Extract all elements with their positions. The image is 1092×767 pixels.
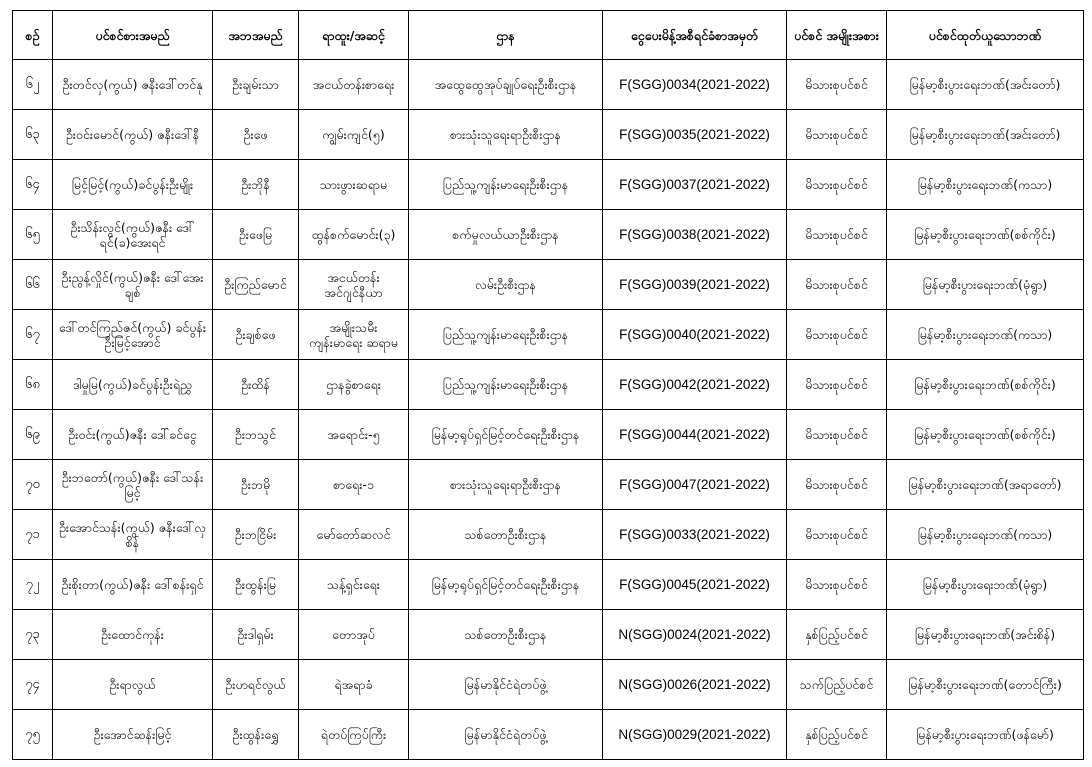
bank: မြန်မာ့စီးပွားရေးဘဏ်(မုံရွာ)	[887, 560, 1084, 610]
table-row	[13, 610, 1084, 660]
header-rank: ရာထူး/အဆင့်	[299, 11, 409, 60]
table-row	[13, 560, 1084, 610]
rank: သားဖွားဆရာမ	[299, 160, 409, 210]
bank: မြန်မာ့စီးပွားရေးဘဏ်(စစ်ကိုင်း)	[887, 360, 1084, 410]
bank: မြန်မာ့စီးပွားရေးဘဏ်(တောင်ကြီး)	[887, 660, 1084, 710]
pension-type: မိသားစုပင်စင်	[787, 360, 887, 410]
row-number: ၆၇	[13, 310, 53, 360]
pensioner-name: ဦးတင်လှ(ကွယ်) ဇနီးဒေါ်တင်နု	[53, 60, 213, 110]
rank: မော်တော်ဆလင်	[299, 510, 409, 560]
department: မြန်မာ့ရုပ်ရှင်မြင့်တင်ရေးဦးစီးဌာန	[409, 410, 603, 460]
pension-type: မိသားစုပင်စင်	[787, 310, 887, 360]
payment-order-no: F(SGG)0038(2021-2022)	[603, 210, 787, 260]
row-number: ၆၃	[13, 110, 53, 160]
row-number: ၆၂	[13, 60, 53, 110]
pension-table	[12, 10, 1084, 760]
pensioner-name: ဦးဘတော်(ကွယ်)ဇနီး ဒေါ်သန်းမြင့်	[53, 460, 213, 510]
pension-type: မိသားစုပင်စင်	[787, 160, 887, 210]
payment-order-no: F(SGG)0035(2021-2022)	[603, 110, 787, 160]
payment-order-no: F(SGG)0042(2021-2022)	[603, 360, 787, 410]
pensioner-name: ဦးအောင်သန်း(ကွယ်) ဇနီးဒေါ်လှစိန်	[53, 510, 213, 560]
pensioner-name: ဦးသိန်းလွင်(ကွယ်)ဇနီး ဒေါ်ရင်(ခ)အေးရင်	[53, 210, 213, 260]
table-row	[13, 110, 1084, 160]
pension-type: မိသားစုပင်စင်	[787, 460, 887, 510]
rank: အငယ်တန်းစာရေး	[299, 60, 409, 110]
father-name: ဦးဒါရှမ်း	[213, 610, 299, 660]
table-row	[13, 410, 1084, 460]
bank: မြန်မာ့စီးပွားရေးဘဏ်(အင်းတော်)	[887, 110, 1084, 160]
rank: အငယ်တန်း အင်ဂျင်နီယာ	[299, 260, 409, 310]
father-name: ဦးထွန်းရွှေ	[213, 710, 299, 760]
department: မြန်မာနိုင်ငံရဲတပ်ဖွဲ့	[409, 660, 603, 710]
department: စားသုံးသူရေးရာဦးစီးဌာန	[409, 460, 603, 510]
department: စက်မှုလယ်ယာဦးစီးဌာန	[409, 210, 603, 260]
bank: မြန်မာ့စီးပွားရေးဘဏ်(အင်းတော်)	[887, 60, 1084, 110]
row-number: ၆၈	[13, 360, 53, 410]
pensioner-name: ဦးညွန့်လှိုင်(ကွယ်)ဇနီး ဒေါ်အေးချစ်	[53, 260, 213, 310]
bank: မြန်မာ့စီးပွားရေးဘဏ်(ဖန်မော်)	[887, 710, 1084, 760]
bank: မြန်မာ့စီးပွားရေးဘဏ်(စစ်ကိုင်း)	[887, 410, 1084, 460]
rank: ရဲတပ်ကြပ်ကြီး	[299, 710, 409, 760]
father-name: ဦးထွန်းမြ	[213, 560, 299, 610]
header-payment-order-no: ငွေပေးမိန့်အစီရင်ခံစာအမှတ်	[603, 11, 787, 60]
header-father-name: အဘအမည်	[213, 11, 299, 60]
department: မြန်မာနိုင်ငံရဲတပ်ဖွဲ့	[409, 710, 603, 760]
pensioner-name: မြင့်မြင့်(ကွယ်)ခင်ပွန်းဦးမျိုး	[53, 160, 213, 210]
department: ပြည်သူ့ကျန်းမာရေးဦးစီးဌာန	[409, 360, 603, 410]
rank: ရဲအရာခံ	[299, 660, 409, 710]
pensioner-name: ဦးဝင်း(ကွယ်)ဇနီး ဒေါ်ခင်ငွေ	[53, 410, 213, 460]
pensioner-name: ဦးရာလွယ်	[53, 660, 213, 710]
payment-order-no: F(SGG)0045(2021-2022)	[603, 560, 787, 610]
row-number: ၆၉	[13, 410, 53, 460]
payment-order-no: N(SGG)0026(2021-2022)	[603, 660, 787, 710]
payment-order-no: F(SGG)0047(2021-2022)	[603, 460, 787, 510]
pensioner-name: ဒေါ်တင်ကြည်ဇင်(ကွယ်) ခင်ပွန်းဦးမြင့်အောင်	[53, 310, 213, 360]
father-name: ဦးဘသွင်	[213, 410, 299, 460]
father-name: ဦးဘငြိမ်း	[213, 510, 299, 560]
payment-order-no: N(SGG)0024(2021-2022)	[603, 610, 787, 660]
table-row	[13, 660, 1084, 710]
header-department: ဌာန	[409, 11, 603, 60]
father-name: ဦးဖေ	[213, 110, 299, 160]
rank: စာရေး-၁	[299, 460, 409, 510]
row-number: ၆၄	[13, 160, 53, 210]
header-no: စဉ်	[13, 11, 53, 60]
row-number: ၇၅	[13, 710, 53, 760]
table-row	[13, 460, 1084, 510]
row-number: ၆၅	[13, 210, 53, 260]
pension-table-container	[12, 10, 1083, 760]
rank: သန့်ရှင်းရေး	[299, 560, 409, 610]
row-number: ၇၀	[13, 460, 53, 510]
rank: ဌာနခွဲစာရေး	[299, 360, 409, 410]
pension-type: မိသားစုပင်စင်	[787, 260, 887, 310]
pensioner-name: ဦးဝင်းမောင်(ကွယ်) ဇနီးဒေါ်နီ	[53, 110, 213, 160]
pensioner-name: ဦးအောင်ဆန်းမြင့်	[53, 710, 213, 760]
table-row	[13, 60, 1084, 110]
payment-order-no: F(SGG)0037(2021-2022)	[603, 160, 787, 210]
bank: မြန်မာ့စီးပွားရေးဘဏ်(စစ်ကိုင်း)	[887, 210, 1084, 260]
department: မြန်မာ့ရုပ်ရှင်မြင့်တင်ရေးဦးစီးဌာန	[409, 560, 603, 610]
table-row	[13, 360, 1084, 410]
rank: တောအုပ်	[299, 610, 409, 660]
pension-type: မိသားစုပင်စင်	[787, 510, 887, 560]
pension-type: နှစ်ပြည့်ပင်စင်	[787, 610, 887, 660]
rank: အမျိုးသမီး ကျန်းမာရေး ဆရာမ	[299, 310, 409, 360]
pension-type: မိသားစုပင်စင်	[787, 410, 887, 460]
payment-order-no: F(SGG)0040(2021-2022)	[603, 310, 787, 360]
department: စားသုံးသူရေးရာဦးစီးဌာန	[409, 110, 603, 160]
row-number: ၆၆	[13, 260, 53, 310]
department: လမ်းဦးစီးဌာန	[409, 260, 603, 310]
father-name: ဦးဘိုနီ	[213, 160, 299, 210]
payment-order-no: F(SGG)0034(2021-2022)	[603, 60, 787, 110]
bank: မြန်မာ့စီးပွားရေးဘဏ်(ကသာ)	[887, 160, 1084, 210]
pensioner-name: ဦးထောင်ကုန်း	[53, 610, 213, 660]
father-name: ဦးချစ်ဖေ	[213, 310, 299, 360]
table-row	[13, 310, 1084, 360]
header-pensioner-name: ပင်စင်စားအမည်	[53, 11, 213, 60]
bank: မြန်မာ့စီးပွားရေးဘဏ်(အင်းစိန်)	[887, 610, 1084, 660]
pensioner-name: ဒါမှုမြ(ကွယ်)ခင်ပွန်းဦးရဲညွှ	[53, 360, 213, 410]
table-row	[13, 710, 1084, 760]
pensioner-name: ဦးစိုးတာ(ကွယ်)ဇနီး ဒေါ်စန်းရှင်	[53, 560, 213, 610]
row-number: ၇၂	[13, 560, 53, 610]
pension-type: နှစ်ပြည့်ပင်စင်	[787, 710, 887, 760]
father-name: ဦးဘမို	[213, 460, 299, 510]
father-name: ဦးဟရင်လွယ်	[213, 660, 299, 710]
bank: မြန်မာ့စီးပွားရေးဘဏ်(ကသာ)	[887, 310, 1084, 360]
table-row	[13, 510, 1084, 560]
bank: မြန်မာ့စီးပွားရေးဘဏ်(အရာတော်)	[887, 460, 1084, 510]
rank: ထွန်စက်မောင်း(၃)	[299, 210, 409, 260]
department: အထွေထွေအုပ်ချုပ်ရေးဦးစီးဌာန	[409, 60, 603, 110]
department: သစ်တောဦးစီးဌာန	[409, 610, 603, 660]
payment-order-no: F(SGG)0039(2021-2022)	[603, 260, 787, 310]
table-row	[13, 260, 1084, 310]
father-name: ဦးချမ်းသာ	[213, 60, 299, 110]
table-row	[13, 210, 1084, 260]
bank: မြန်မာ့စီးပွားရေးဘဏ်(ကသာ)	[887, 510, 1084, 560]
rank: အရောင်း-၅	[299, 410, 409, 460]
payment-order-no: F(SGG)0044(2021-2022)	[603, 410, 787, 460]
father-name: ဦးဖေမြ	[213, 210, 299, 260]
department: သစ်တောဦးစီးဌာန	[409, 510, 603, 560]
pension-type: သက်ပြည့်ပင်စင်	[787, 660, 887, 710]
father-name: ဦးထိန်	[213, 360, 299, 410]
table-row	[13, 160, 1084, 210]
payment-order-no: N(SGG)0029(2021-2022)	[603, 710, 787, 760]
department: ပြည်သူ့ကျန်းမာရေးဦးစီးဌာန	[409, 310, 603, 360]
pension-type: မိသားစုပင်စင်	[787, 110, 887, 160]
header-row	[13, 11, 1084, 60]
department: ပြည်သူ့ကျန်းမာရေးဦးစီးဌာန	[409, 160, 603, 210]
pension-type: မိသားစုပင်စင်	[787, 560, 887, 610]
pension-type: မိသားစုပင်စင်	[787, 60, 887, 110]
row-number: ၇၄	[13, 660, 53, 710]
payment-order-no: F(SGG)0033(2021-2022)	[603, 510, 787, 560]
rank: ကျွမ်းကျင်(၅)	[299, 110, 409, 160]
father-name: ဦးကြည်မောင်	[213, 260, 299, 310]
row-number: ၇၃	[13, 610, 53, 660]
pension-type: မိသားစုပင်စင်	[787, 210, 887, 260]
row-number: ၇၁	[13, 510, 53, 560]
bank: မြန်မာ့စီးပွားရေးဘဏ်(မုံရွာ)	[887, 260, 1084, 310]
header-bank: ပင်စင်ထုတ်ယူသောဘဏ်	[887, 11, 1084, 60]
header-pension-type: ပင်စင် အမျိုးအစား	[787, 11, 887, 60]
